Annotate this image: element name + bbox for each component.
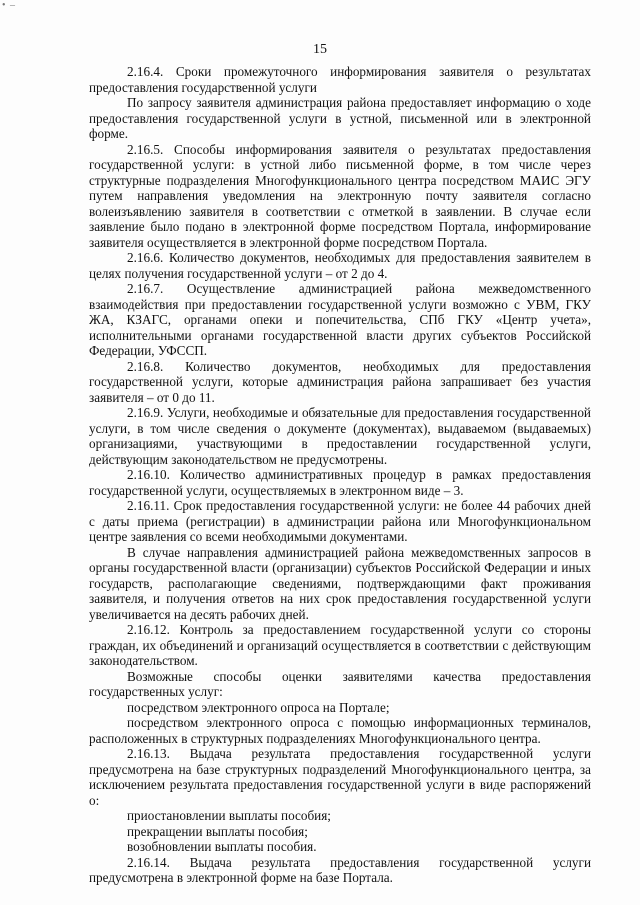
list-item-suspension: приостановлении выплаты пособия; <box>127 808 331 823</box>
list-item-portal-survey: посредством электронного опроса на Портале; <box>127 699 390 715</box>
paragraph-2-16-4-title: 2.16.4. Сроки промежуточного информирования заявителя о результатах предоставления государственной услуги <box>89 64 591 95</box>
paragraph-2-16-5: 2.16.5. Способы информирования заявителя о результатах предоставления государственной услуги: в устной либо письменной форме, в том числе через структурные подразделения Многофункционального центра посредством МАИС ЭГУ путем направления уведомления на электронную почту заявителя согласно волеизъявлению заявителя в соответствии с отметкой в заявлении. В случае если заявление было подано в электронной форме посредством Портала, информирование заявителя осуществляется в электронной форме посредством Портала. <box>89 141 591 250</box>
paragraph-2-16-8: 2.16.8. Количество документов, необходимых для предоставления государственной услуги, которые администрация района запрашивает без участия заявителя – от 0 до 11. <box>89 358 591 405</box>
paragraph-2-16-13: 2.16.13. Выдача результата предоставления государственной услуги предусмотрена на базе структурных подразделений Многофункционального центра, за исключением результата предоставления государственной услуги в виде распоряжений о: <box>89 746 591 808</box>
paragraph-evaluation-methods: Возможные способы оценки заявителями качества предоставления государственных услуг: <box>89 668 591 699</box>
paragraph-2-16-11-extension: В случае направления администрацией района межведомственных запросов в органы государственной власти (организации) субъектов Российской Федерации и иных государств, располагающие сведениями, подтверждающими факт проживания заявителя, и получения ответов на них срок предоставления государственной услуги увеличивается на десять рабочих дней. <box>89 544 591 622</box>
document-body <box>89 64 591 886</box>
paragraph-2-16-12: 2.16.12. Контроль за предоставлением государственной услуги со стороны граждан, их объединений и организаций осуществляется в соответствии с действующим законодательством. <box>89 622 591 668</box>
list-item-resumption: возобновлении выплаты пособия. <box>127 839 317 854</box>
paragraph-2-16-11: 2.16.11. Срок предоставления государственной услуги: не более 44 рабочих дней с даты приема (регистрации) в администрации района или Многофункциональном центре заявления со всеми необходимыми документами. <box>89 498 591 544</box>
paragraph-2-16-10: 2.16.10. Количество административных процедур в рамках предоставления государственной услуги, осуществляемых в электронном виде – 3. <box>89 467 591 498</box>
paragraph-2-16-14: 2.16.14. Выдача результата предоставления государственной услуги предусмотрена в электронной форме на базе Портала. <box>89 854 591 885</box>
corner-mark: • – <box>2 0 17 11</box>
paragraph-2-16-4-body: По запросу заявителя администрация района предоставляет информацию о ходе предоставления государственной услуги в устной, письменной или в электронной форме. <box>89 95 591 141</box>
list-item-termination: прекращении выплаты пособия; <box>127 823 308 839</box>
page-number: 15 <box>313 42 327 57</box>
paragraph-2-16-7: 2.16.7. Осуществление администрацией района межведомственного взаимодействия при предоставлении государственной услуги возможно с УВМ, ГКУ ЖА, КЗАГС, органами опеки и попечительства, СПб ГКУ «Центр учета», исполнительными органами государственной власти других субъектов Российской Федерации, УФССП. <box>89 281 591 358</box>
paragraph-2-16-9: 2.16.9. Услуги, необходимые и обязательные для предоставления государственной услуги, в том числе сведения о документе (документах), выдаваемом (выдаваемых) организациями, участвующими в предоставлении государственной услуги, действующим законодательством не предусмотрены. <box>89 405 591 467</box>
paragraph-2-16-6: 2.16.6. Количество документов, необходимых для предоставления заявителем в целях получения государственной услуги – от 2 до 4. <box>89 250 591 281</box>
list-item-terminal-survey: посредством электронного опроса с помощью информационных терминалов, расположенных в структурных подразделениях Многофункционального центра. <box>89 715 591 746</box>
